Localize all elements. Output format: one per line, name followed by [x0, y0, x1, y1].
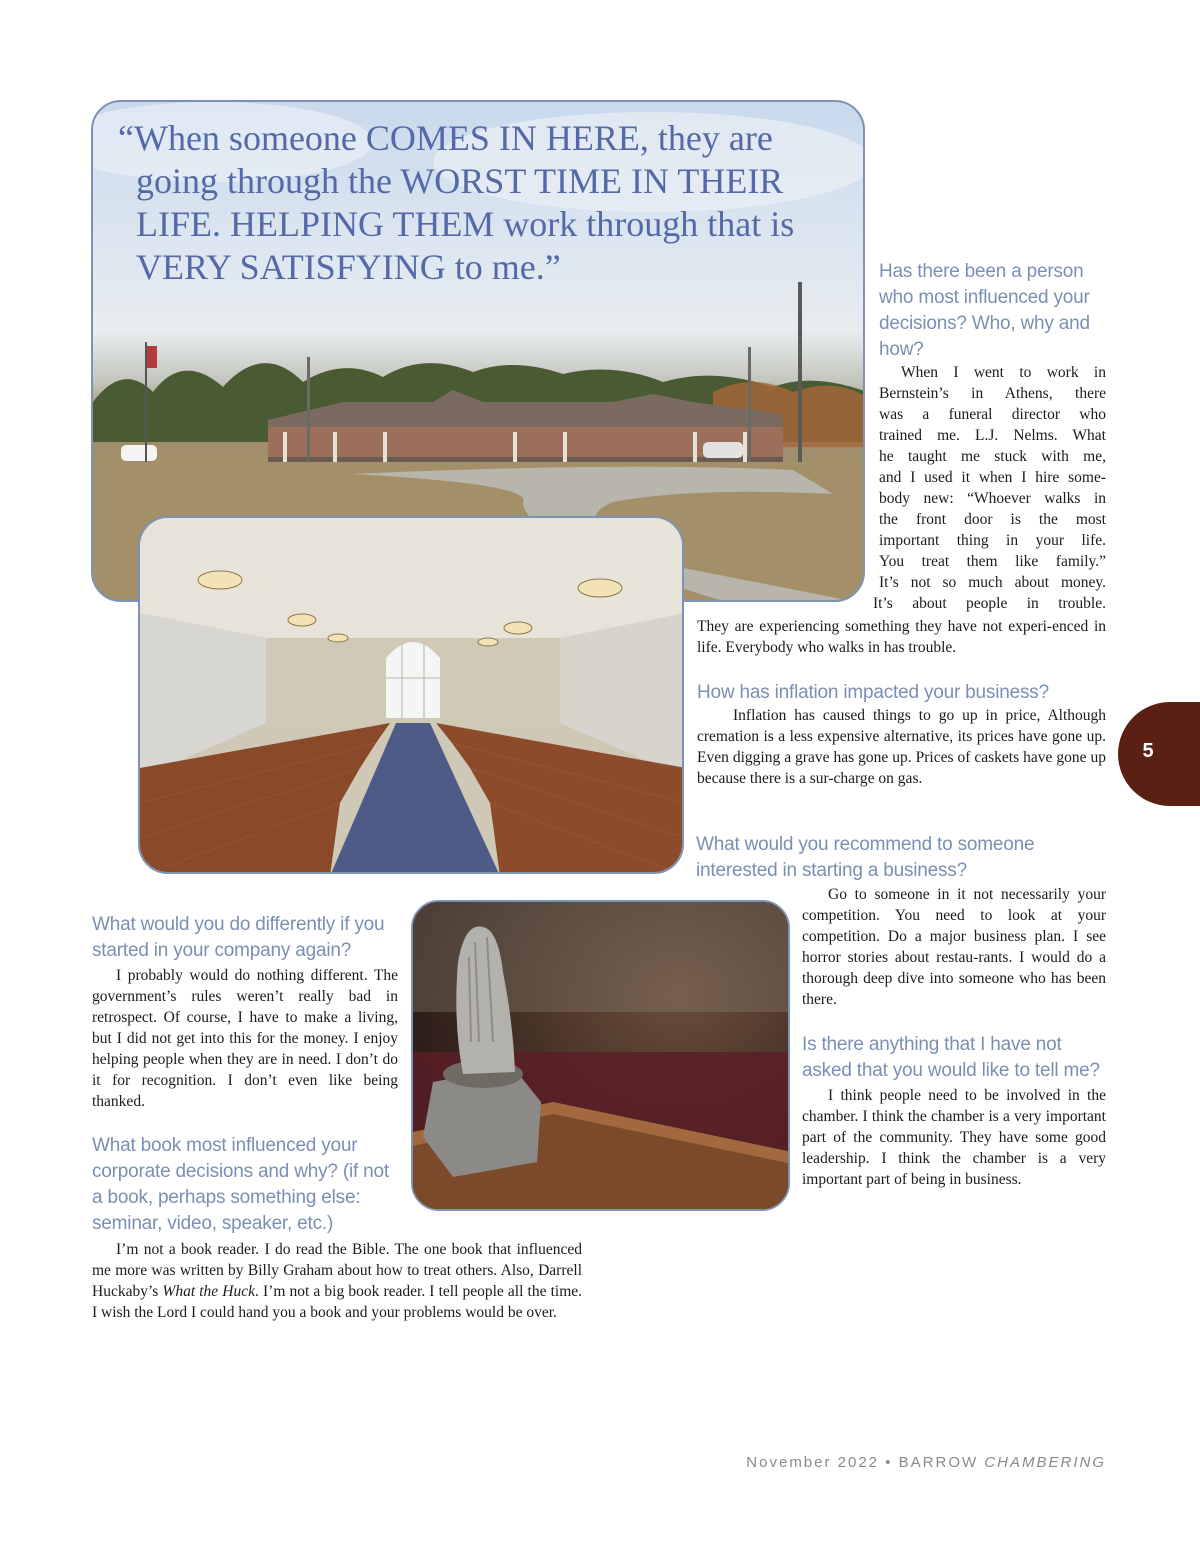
question-influence: Has there been a person who most influenced your decisions? Who, why and how? — [879, 261, 1090, 360]
answer-influence-line: he taught me stuck with me, — [879, 448, 1106, 465]
footer-separator: • — [885, 1454, 893, 1471]
question-inflation: How has inflation impacted your business? — [697, 682, 1049, 703]
book-title: What the Huck — [162, 1283, 256, 1300]
page-number: 5 — [1142, 740, 1154, 762]
page-footer — [746, 1454, 1106, 1471]
answer-book-text — [92, 1239, 582, 1323]
answer-influence-line: It’s not so much about money. — [879, 574, 1106, 591]
answer-influence-line: was a funeral director who — [879, 406, 1106, 423]
question-recommend: What would you recommend to someone interested in starting a business? — [696, 834, 1035, 881]
answer-influence-line: Bernstein’s in Athens, there — [879, 385, 1106, 402]
answer-influence-line: You treat them like family.” — [879, 553, 1106, 570]
chapel-scene — [140, 518, 684, 874]
answer-differently-text: I probably would do nothing different. The government’s rules weren’t really bad in retrospect. Of course, I have to make a living, but I did not get into this for the money. I enjoy helping people when they are in need. I don’t do it for recognition. I don’t even like being thanked. — [92, 967, 398, 1110]
answer-influence-tail: They are experiencing something they have not experi-enced in life. Everybody who walks in has trouble. — [697, 618, 1106, 656]
question-anything-else: Is there anything that I have not asked that you would like to tell me? — [802, 1034, 1100, 1081]
pull-quote: “When someone COMES IN HERE, they are going through the WORST TIME IN THEIR LIFE. HELPING THEM work through that is VERY SATISFYING to me.” — [118, 118, 795, 287]
footer-publication-italic: CHAMBERING — [984, 1454, 1106, 1471]
answer-influence-line: It’s about people in trouble. — [873, 595, 1106, 612]
praying-hands-statue-photo — [411, 900, 790, 1211]
answer-influence — [873, 362, 1106, 614]
answer-recommend-text: Go to someone in it not necessarily your competition. You need to look at your competition. Do a major business plan. I see horror stories about restau-rants. I would do a thorough deep dive into someone who has been there. — [802, 886, 1106, 1008]
answer-influence-line: and I used it when I hire some- — [879, 469, 1106, 486]
answer-influence-line: important thing in your life. — [879, 532, 1106, 549]
answer-book-part2: . I’m not a big book reader. I tell people all the time. I wish the Lord I could hand you a book and your problems would be over. — [92, 1283, 583, 1321]
answer-book — [92, 1239, 582, 1323]
question-differently: What would you do differently if you started in your company again? — [92, 914, 385, 961]
answer-influence-line: the front door is the most — [879, 511, 1106, 528]
answer-inflation — [697, 705, 1106, 789]
answer-anything-else-text: I think people need to be involved in the chamber. I think the chamber is a very important part of the community. They have some good leadership. I think the chamber is a very important part of being in business. — [802, 1087, 1106, 1188]
answer-anything-else — [802, 1085, 1106, 1190]
answer-influence-line: trained me. L.J. Nelms. What — [879, 427, 1106, 444]
answer-book-part1: I’m not a book reader. I do read the Bible. The one book that influenced me more was written by Billy Graham about how to treat others. Also, Darrell Huckaby’s — [92, 1241, 582, 1300]
footer-date: November 2022 — [746, 1454, 880, 1471]
footer-publication: BARROW — [898, 1454, 979, 1471]
chapel-interior-photo — [138, 516, 684, 874]
question-book: What book most influenced your corporate decisions and why? (if not a book, perhaps something else: seminar, video, speaker, etc.) — [92, 1135, 389, 1234]
answer-recommend — [802, 884, 1106, 1010]
answer-influence-line: body new: “Whoever walks in — [879, 490, 1106, 507]
answer-influence-line: When I went to work in — [901, 364, 1106, 381]
answer-differently — [92, 965, 398, 1112]
hands-scene — [413, 902, 790, 1211]
answer-inflation-text: Inflation has caused things to go up in price, Although cremation is a less expensive alternative, its prices have gone up. Even digging a grave has gone up. Prices of caskets have gone up because there is a sur-charge on gas. — [697, 707, 1106, 787]
